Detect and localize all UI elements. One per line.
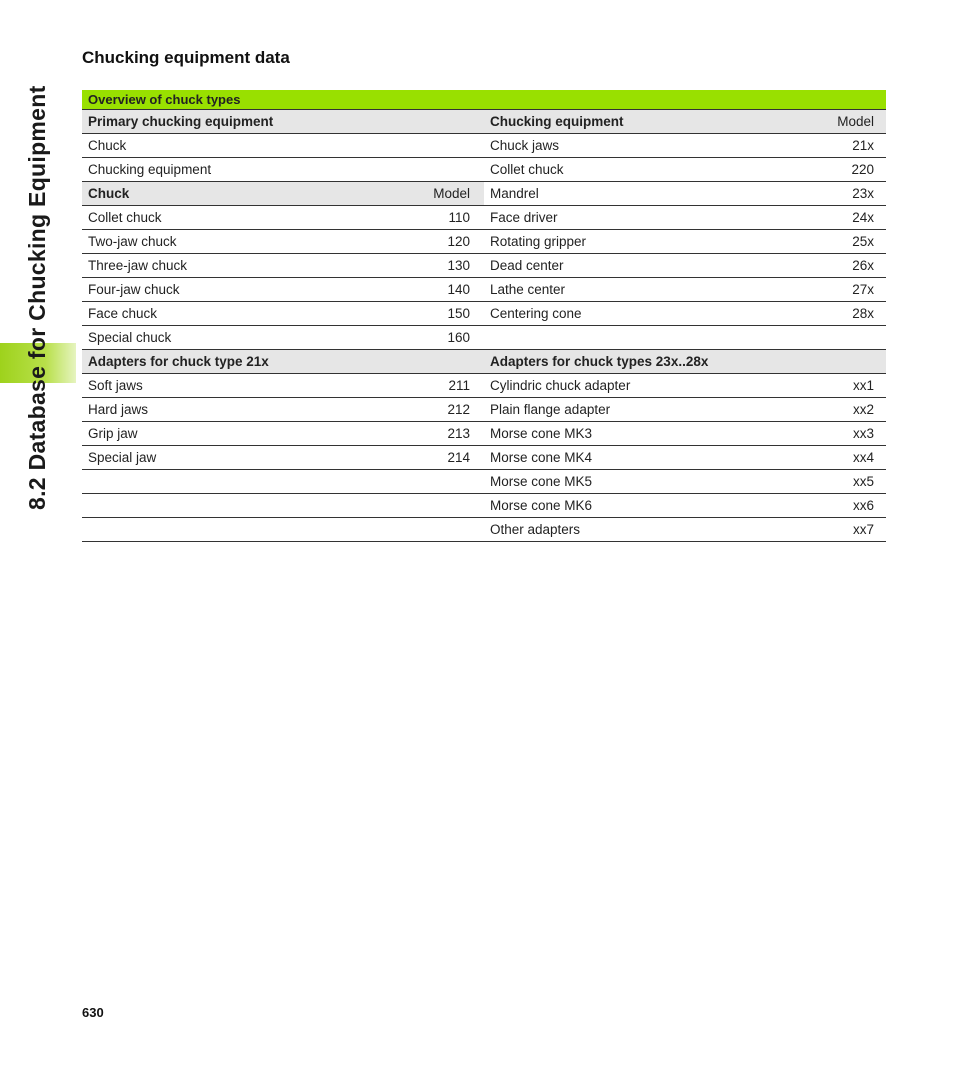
table-row (82, 422, 886, 446)
cell-right-model: 21x (826, 134, 886, 158)
cell-left-model: 110 (424, 206, 484, 230)
table-row (82, 518, 886, 542)
cell-left: Four-jaw chuck (82, 278, 424, 302)
cell-right-model: 27x (826, 278, 886, 302)
cell-right-model: xx6 (826, 494, 886, 518)
cell-right: Lathe center (484, 278, 826, 302)
cell-right-model: xx1 (826, 374, 886, 398)
table-row (82, 398, 886, 422)
cell-left-model: 130 (424, 254, 484, 278)
cell-right-model: xx7 (826, 518, 886, 542)
table-row (82, 278, 886, 302)
table-row (82, 374, 886, 398)
table-row (82, 326, 886, 350)
page-number: 630 (82, 1005, 104, 1020)
cell-left-model: 212 (424, 398, 484, 422)
cell-left-model-empty (424, 494, 484, 518)
cell-left: Hard jaws (82, 398, 424, 422)
table-row (82, 158, 886, 182)
chuck-types-table (82, 90, 886, 542)
cell-left: Two-jaw chuck (82, 230, 424, 254)
chuck-header: Chuck (82, 182, 424, 206)
table-row (82, 206, 886, 230)
equipment-header: Chucking equipment (484, 110, 826, 134)
cell-left-empty (82, 494, 424, 518)
cell-right: Rotating gripper (484, 230, 826, 254)
table-row (82, 494, 886, 518)
cell-right-model: xx3 (826, 422, 886, 446)
table-row (82, 470, 886, 494)
cell-left: Special chuck (82, 326, 424, 350)
adapters-21x-header: Adapters for chuck type 21x (82, 350, 484, 374)
cell-left: Chuck (82, 134, 484, 158)
cell-right: Collet chuck (484, 158, 826, 182)
cell-left: Soft jaws (82, 374, 424, 398)
table-row (82, 254, 886, 278)
cell-right: Morse cone MK3 (484, 422, 826, 446)
cell-left-model: 160 (424, 326, 484, 350)
cell-right-model: 24x (826, 206, 886, 230)
cell-right: Face driver (484, 206, 826, 230)
cell-left-model-empty (424, 518, 484, 542)
table-row (82, 302, 886, 326)
cell-left: Chucking equipment (82, 158, 484, 182)
cell-left: Face chuck (82, 302, 424, 326)
cell-right: Mandrel (484, 182, 826, 206)
cell-right: Morse cone MK6 (484, 494, 826, 518)
cell-left: Special jaw (82, 446, 424, 470)
cell-left-empty (82, 470, 424, 494)
cell-left-model: 120 (424, 230, 484, 254)
cell-left: Collet chuck (82, 206, 424, 230)
cell-right-model: 220 (826, 158, 886, 182)
model-header: Model (826, 110, 886, 134)
cell-left-model: 140 (424, 278, 484, 302)
cell-left-model: 213 (424, 422, 484, 446)
cell-right-model: 25x (826, 230, 886, 254)
table-section-header-row (82, 350, 886, 374)
primary-header: Primary chucking equipment (82, 110, 484, 134)
cell-right: Centering cone (484, 302, 826, 326)
cell-right-model: xx5 (826, 470, 886, 494)
cell-right-model: 26x (826, 254, 886, 278)
cell-right-model: xx2 (826, 398, 886, 422)
cell-right-model: 23x (826, 182, 886, 206)
cell-right: Plain flange adapter (484, 398, 826, 422)
table-row (82, 182, 886, 206)
cell-left-model-empty (424, 470, 484, 494)
adapters-23x-28x-header: Adapters for chuck types 23x..28x (484, 350, 886, 374)
chuck-model-header: Model (424, 182, 484, 206)
table-row (82, 134, 886, 158)
cell-left-model: 150 (424, 302, 484, 326)
table-row (82, 446, 886, 470)
cell-left: Three-jaw chuck (82, 254, 424, 278)
cell-right: Other adapters (484, 518, 826, 542)
cell-right: Dead center (484, 254, 826, 278)
cell-left: Grip jaw (82, 422, 424, 446)
table-title-row (82, 90, 886, 110)
chapter-side-title: 8.2 Database for Chucking Equipment (24, 85, 50, 510)
cell-right-model-empty (826, 326, 886, 350)
cell-right: Cylindric chuck adapter (484, 374, 826, 398)
cell-right: Morse cone MK4 (484, 446, 826, 470)
table-title: Overview of chuck types (82, 90, 886, 110)
table-row (82, 230, 886, 254)
cell-right: Chuck jaws (484, 134, 826, 158)
cell-right-model: xx4 (826, 446, 886, 470)
cell-right-empty (484, 326, 826, 350)
cell-left-model: 214 (424, 446, 484, 470)
page-title: Chucking equipment data (82, 48, 290, 67)
table-header-row (82, 110, 886, 134)
cell-right: Morse cone MK5 (484, 470, 826, 494)
cell-left-model: 211 (424, 374, 484, 398)
cell-right-model: 28x (826, 302, 886, 326)
cell-left-empty (82, 518, 424, 542)
